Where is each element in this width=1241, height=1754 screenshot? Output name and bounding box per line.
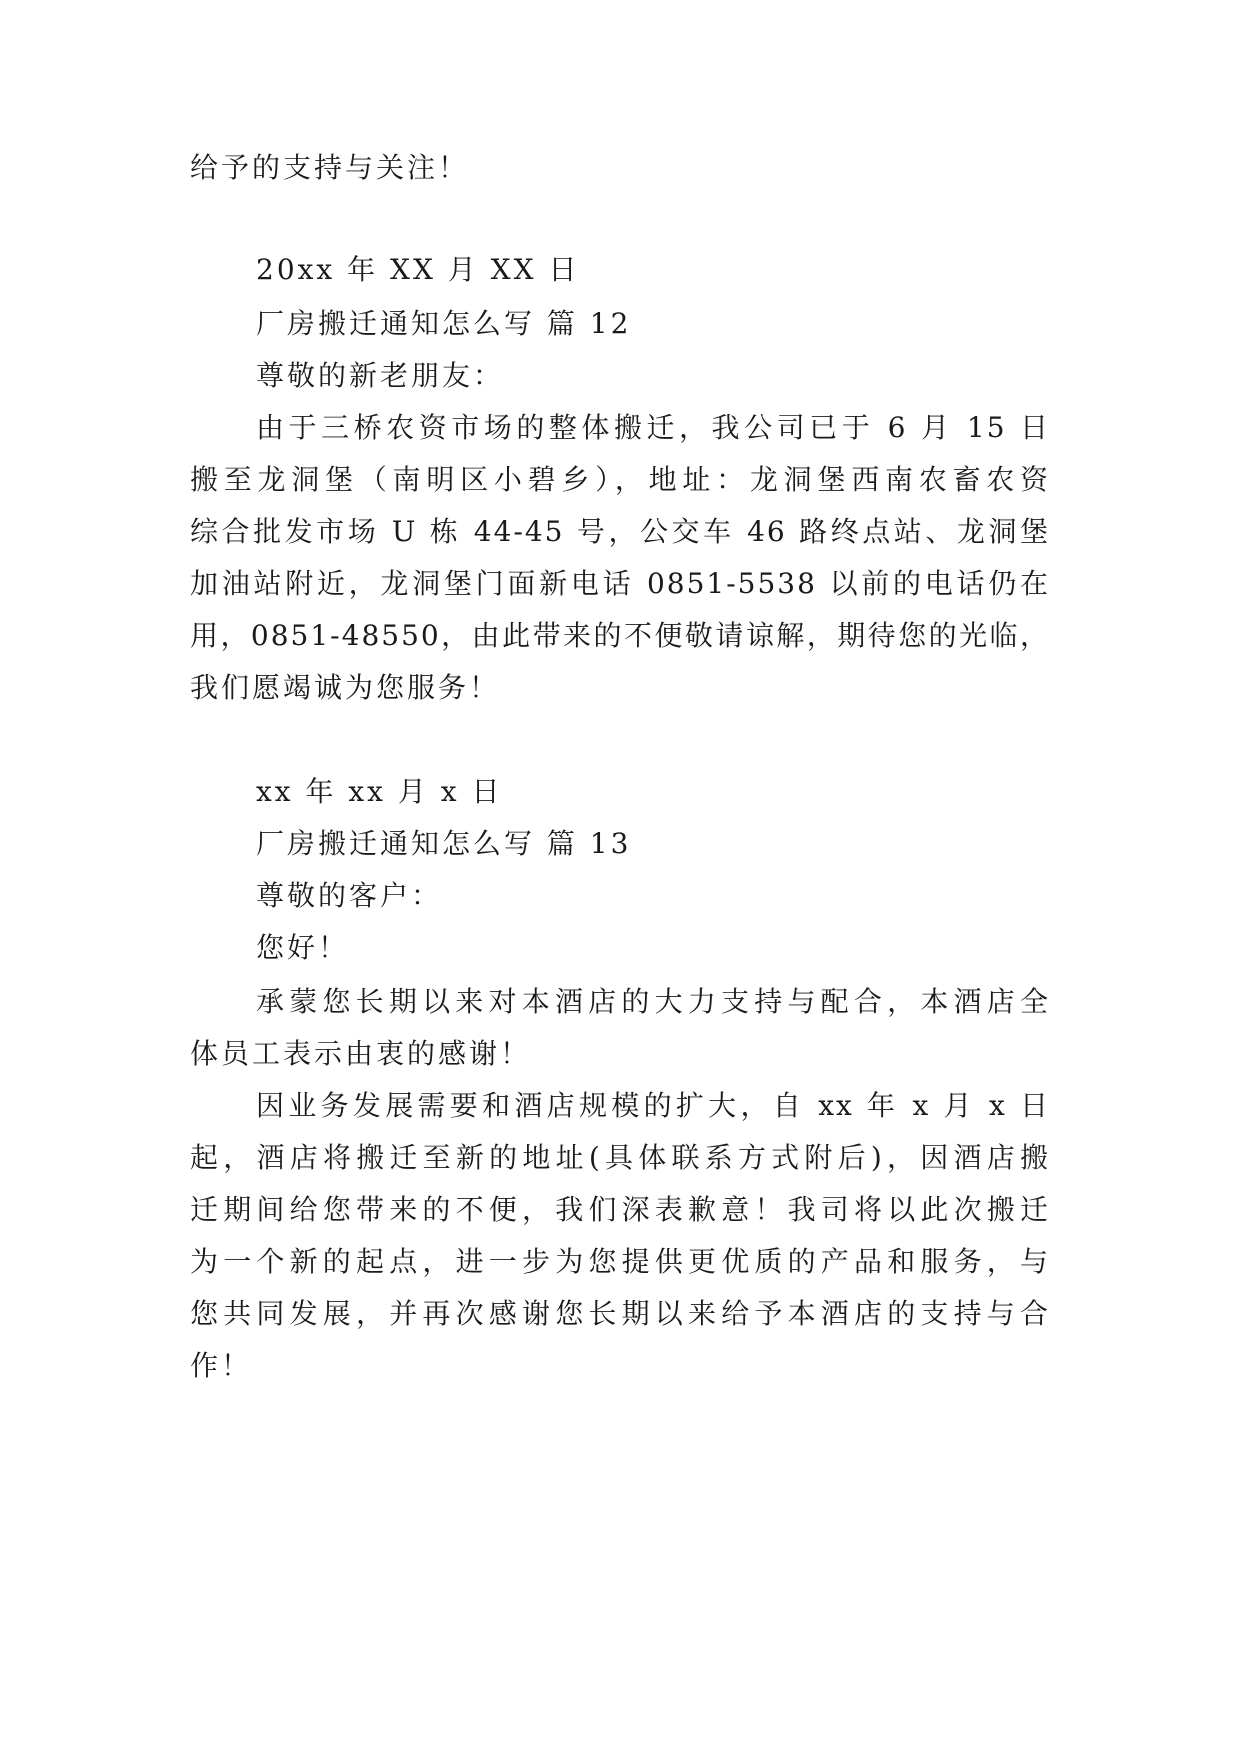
paragraph-line: 迁期间给您带来的不便，我们深表歉意！我司将以此次搬迁 xyxy=(190,1193,1050,1226)
date-line: 20xx 年 XX 月 XX 日 xyxy=(256,253,580,286)
paragraph-line: 用，0851-48550，由此带来的不便敬请谅解，期待您的光临， xyxy=(190,619,1050,652)
greeting: 您好！ xyxy=(256,931,350,964)
section-heading: 厂房搬迁通知怎么写 篇 13 xyxy=(256,827,632,860)
paragraph-line: 作！ xyxy=(190,1349,253,1382)
salutation: 尊敬的客户： xyxy=(256,879,443,912)
paragraph-line: 由于三桥农资市场的整体搬迁，我公司已于 6 月 15 日 xyxy=(256,411,1050,444)
paragraph-line: 综合批发市场 U 栋 44-45 号，公交车 46 路终点站、龙洞堡 xyxy=(190,515,1050,548)
paragraph-line: 体员工表示由衷的感谢！ xyxy=(190,1037,532,1070)
paragraph-line: 加油站附近，龙洞堡门面新电话 0851-5538 以前的电话仍在 xyxy=(190,567,1050,600)
paragraph-line: 起，酒店将搬迁至新的地址(具体联系方式附后)，因酒店搬 xyxy=(190,1141,1050,1174)
closing-line: 给予的支持与关注！ xyxy=(190,151,470,184)
paragraph-line: 承蒙您长期以来对本酒店的大力支持与配合，本酒店全 xyxy=(256,985,1050,1018)
section-heading: 厂房搬迁通知怎么写 篇 12 xyxy=(256,307,632,340)
paragraph-line: 搬至龙洞堡（南明区小碧乡），地址：龙洞堡西南农畜农资 xyxy=(190,463,1050,496)
date-line: xx 年 xx 月 x 日 xyxy=(256,775,503,808)
paragraph-line: 我们愿竭诚为您服务！ xyxy=(190,671,501,704)
salutation: 尊敬的新老朋友： xyxy=(256,359,505,392)
paragraph-line: 您共同发展，并再次感谢您长期以来给予本酒店的支持与合 xyxy=(190,1297,1050,1330)
paragraph-line: 为一个新的起点，进一步为您提供更优质的产品和服务，与 xyxy=(190,1245,1050,1278)
paragraph-line: 因业务发展需要和酒店规模的扩大，自 xx 年 x 月 x 日 xyxy=(256,1089,1050,1122)
